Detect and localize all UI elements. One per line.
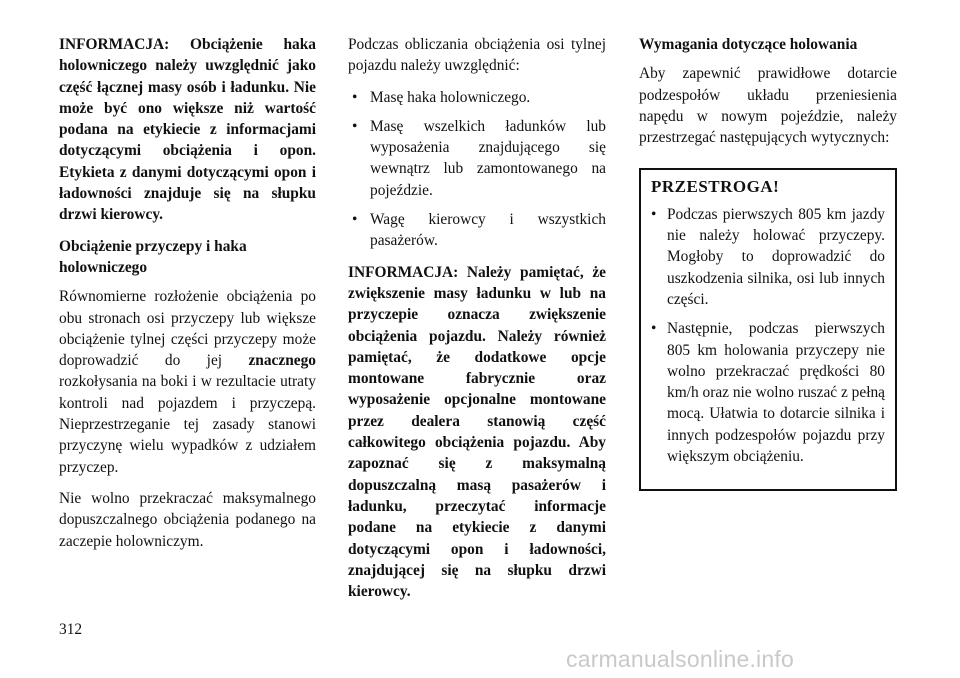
caution-box [639, 168, 897, 491]
column-left [59, 34, 316, 562]
section-heading-trailer-load: Obciążenie przyczepy i haka holowniczego [59, 237, 247, 276]
info-note-cargo: INFORMACJA: Należy pamiętać, że zwiększenie masy ładunku w lub na przyczepie oznacza zwiększenie obciążenia pojazdu. Należy również pamiętać, że dodatkowe opcje montowane fabrycznie oraz wyposażenie opcjonalne montowane przez dealera stanowią część całkowitego obciążenia pojazdu. Aby zapoznać się z maksymalną dopuszczalną masą pasażerów i ładunku, przeczytać informacje podane na etykiecie z danymi dotyczącymi opon i ładowności, znajdującej się na słupku drzwi kierowcy. [348, 263, 606, 601]
paragraph-sway-start: Równomierne rozłożenie obciążenia po obu stronach osi przyczepy lub większe obciążenie tylnej części przyczepy może doprowadzić do jej [59, 288, 316, 370]
paragraph-axle-intro: Podczas obliczania obciążenia osi tylnej pojazdu należy uwzględnić: [348, 36, 606, 75]
list-item: • Podczas pierwszych 805 km jazdy nie należy holować przyczepy. Mogłoby to doprowadzić do uszkodzenia silnika, osi lub innych części. [651, 204, 885, 310]
section-heading-towing-requirements: Wymagania dotyczące holowania [639, 36, 858, 53]
column-right [639, 34, 897, 491]
watermark: carmanualsonline.info [566, 646, 794, 672]
caution-list [651, 204, 885, 468]
column-middle [348, 34, 606, 612]
list-item: • Wagę kierowcy i wszystkich pasażerów. [348, 209, 606, 252]
paragraph-sway [59, 286, 316, 478]
paragraph-max-load: Nie wolno przekraczać maksymalnego dopuszczalnego obciążenia podanego na zaczepie holowniczym. [59, 489, 316, 550]
axle-load-list [348, 87, 606, 252]
paragraph-sway-end: rozkołysania na boki i w rezultacie utraty kontroli nad pojazdem i przyczepą. Nieprzestrzeganie tej zasady stanowi przyczynę wielu wypadków z udziałem przyczep. [59, 373, 316, 476]
list-item: • Masę haka holowniczego. [348, 87, 606, 108]
caution-title: PRZESTROGA! [651, 177, 780, 197]
paragraph-sway-emphasis: znacznego [248, 352, 316, 370]
list-item: • Masę wszelkich ładunków lub wyposażenia znajdującego się wewnątrz lub zamontowanego na pojeździe. [348, 116, 606, 201]
paragraph-break-in: Aby zapewnić prawidłowe dotarcie podzespołów układu przeniesienia napędu w nowym pojeździe, należy przestrzegać następujących wytycznych: [639, 65, 897, 147]
page-number: 312 [59, 621, 83, 638]
list-item: • Następnie, podczas pierwszych 805 km holowania przyczepy nie wolno przekraczać prędkości 80 km/h oraz nie wolno ruszać z pełną mocą. Ułatwia to dotarcie silnika i innych podzespołów pojazdu przy większym obciążeniu. [651, 318, 885, 467]
info-note-load: INFORMACJA: Obciążenie haka holowniczego należy uwzględnić jako część łącznej masy osób i ładunku. Nie może być ono większe niż wartość podana na etykiecie z informacjami dotyczącymi obciążenia i opon. Etykieta z danymi dotyczącymi opon i ładowności znajduje się na słupku drzwi kierowcy. [59, 36, 316, 224]
